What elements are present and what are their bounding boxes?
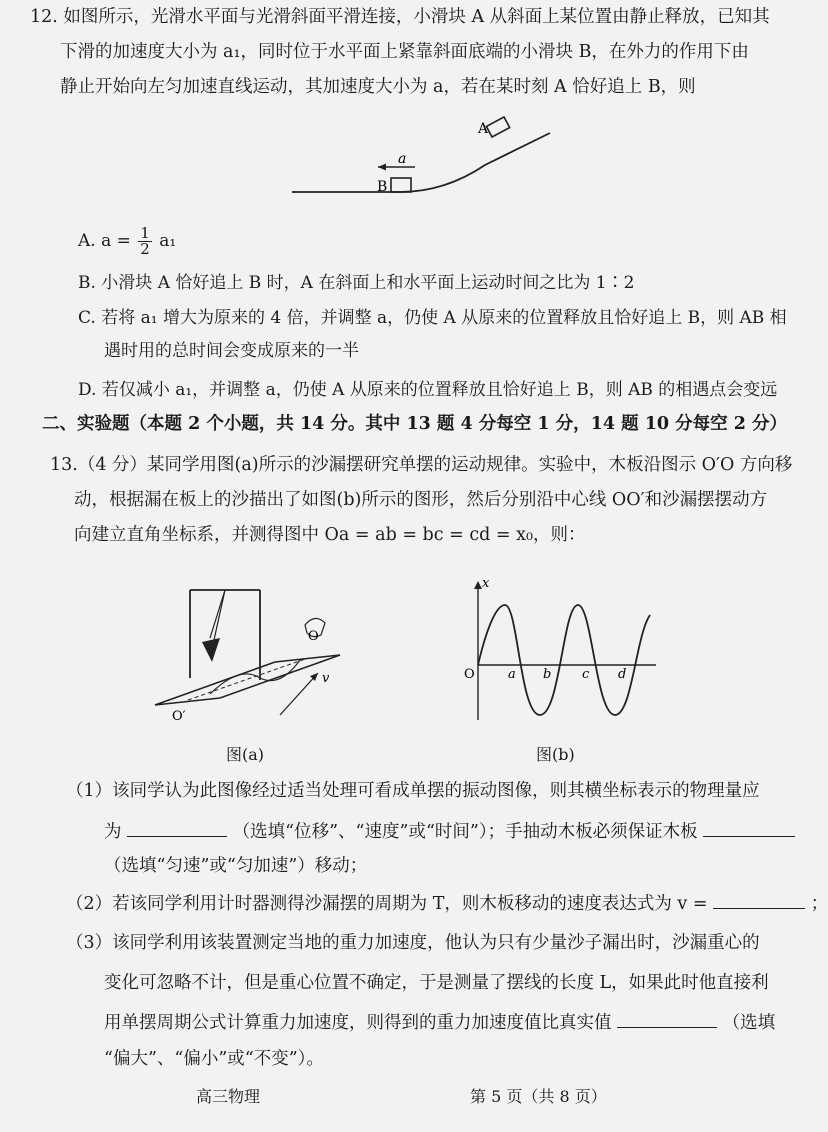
q12-number: 12. [30,7,58,27]
q12-line-1 [30,4,770,30]
figure-b-caption: 图(b) [536,745,575,764]
option-a-prefix: A. a = [78,231,131,251]
q13-part1-line2 [104,818,795,845]
part2-text: （2）若该同学利用计时器测得沙漏摆的周期为 T，则木板移动的速度表达式为 v = [66,894,708,914]
q13-stem-3: 向建立直角坐标系，并测得图中 Oa = ab = bc = cd = x₀，则： [74,525,586,545]
q12-stem-1: 如图所示，光滑水平面与光滑斜面平滑连接，小滑块 A 从斜面上某位置由静止释放，已知其 [63,7,770,27]
fraction-denominator: 2 [140,240,150,258]
footer-page-number: 第 5 页（共 8 页） [470,1087,607,1106]
option-a-fraction [138,226,152,257]
answer-blank-3[interactable] [713,890,805,909]
q12-stem-3: 静止开始向左匀加速直线运动，其加速度大小为 a，若在某时刻 A 恰好追上 B，则 [60,77,696,97]
figure-b-sand-trace [460,575,660,725]
fraction-numerator: 1 [140,224,150,242]
footer-subject: 高三物理 [196,1087,261,1106]
q12-option-c-2: 遇时用的总时间会变成原来的一半 [104,341,359,361]
q12-option-a [78,226,176,257]
label-c-point: c [582,667,590,682]
label-d-point: d [618,667,627,682]
q13-stem-1: 13.（4 分）某同学用图(a)所示的沙漏摆研究单摆的运动规律。实验中，木板沿图示 O′O 方向移 [50,455,793,475]
label-origin: O [464,667,475,682]
section-2-heading: 二、实验题（本题 2 个小题，共 14 分。其中 13 题 4 分每空 1 分，14 题 10 分每空 2 分） [42,414,788,434]
part3-text-a: 用单摆周期公式计算重力加速度，则得到的重力加速度值比真实值 [104,1013,612,1033]
part2-semicolon: ； [810,894,828,914]
q13-part1-line1: （1）该同学认为此图像经过适当处理可看成单摆的振动图像，则其横坐标表示的物理量应 [66,781,760,801]
q12-option-c-1: C. 若将 a₁ 增大为原来的 4 倍，并调整 a，仍使 A 从原来的位置释放且恰好追上 B，则 AB 相 [78,308,787,328]
label-a-accel: a [398,151,407,167]
q12-stem-2: 下滑的加速度大小为 a₁，同时位于水平面上紧靠斜面底端的小滑块 B，在外力的作用下由 [60,42,749,62]
option-a-suffix: a₁ [159,231,177,251]
part1-text-a: 为 [104,822,122,842]
q13-part3-line2: 变化可忽略不计，但是重心位置不确定，于是测量了摆线的长度 L，如果此时他直接利 [104,973,769,993]
label-o-prime: O′ [172,709,186,724]
part1-text-b: （选填“位移”、“速度”或“时间”）；手抽动木板必须保证木板 [232,822,698,842]
block-b [391,178,411,192]
q12-option-d: D. 若仅减小 a₁，并调整 a，仍使 A 从原来的位置释放且恰好追上 B，则 AB 的相遇点会变远 [78,380,778,400]
q13-part3-line3 [104,1009,775,1036]
answer-blank-2[interactable] [703,818,795,837]
answer-blank-4[interactable] [617,1009,717,1028]
block-a [486,117,509,137]
label-a-point: a [508,667,516,682]
label-a: A [478,121,489,137]
label-b-point: b [543,667,552,682]
q12-option-b: B. 小滑块 A 恰好追上 B 时，A 在斜面上和水平面上运动时间之比为 1∶2 [78,273,635,293]
q13-part3-line4: “偏大”、“偏小”或“不变”）。 [104,1049,324,1069]
q13-part3-line1: （3）该同学利用该装置测定当地的重力加速度，他认为只有少量沙子漏出时，沙漏重心的 [66,933,760,953]
part3-text-b: （选填 [722,1013,776,1033]
figure-a-sand-pendulum [150,570,350,730]
q13-part2 [66,890,828,917]
label-v: v [322,671,330,686]
label-b: B [377,179,388,195]
sine-curve [478,605,650,715]
label-x: x [482,576,490,591]
q13-part1-line3: （选填“匀速”或“匀加速”）移动； [104,856,368,876]
label-o: O [308,629,319,644]
q13-stem-2: 动，根据漏在板上的沙描出了如图(b)所示的图形，然后分别沿中心线 OO′和沙漏摆摆动方 [74,490,768,510]
velocity-arrow [280,673,318,715]
q12-incline-figure [280,115,550,205]
answer-blank-1[interactable] [127,818,227,837]
sand-funnel [202,638,220,662]
figure-a-caption: 图(a) [226,745,265,764]
